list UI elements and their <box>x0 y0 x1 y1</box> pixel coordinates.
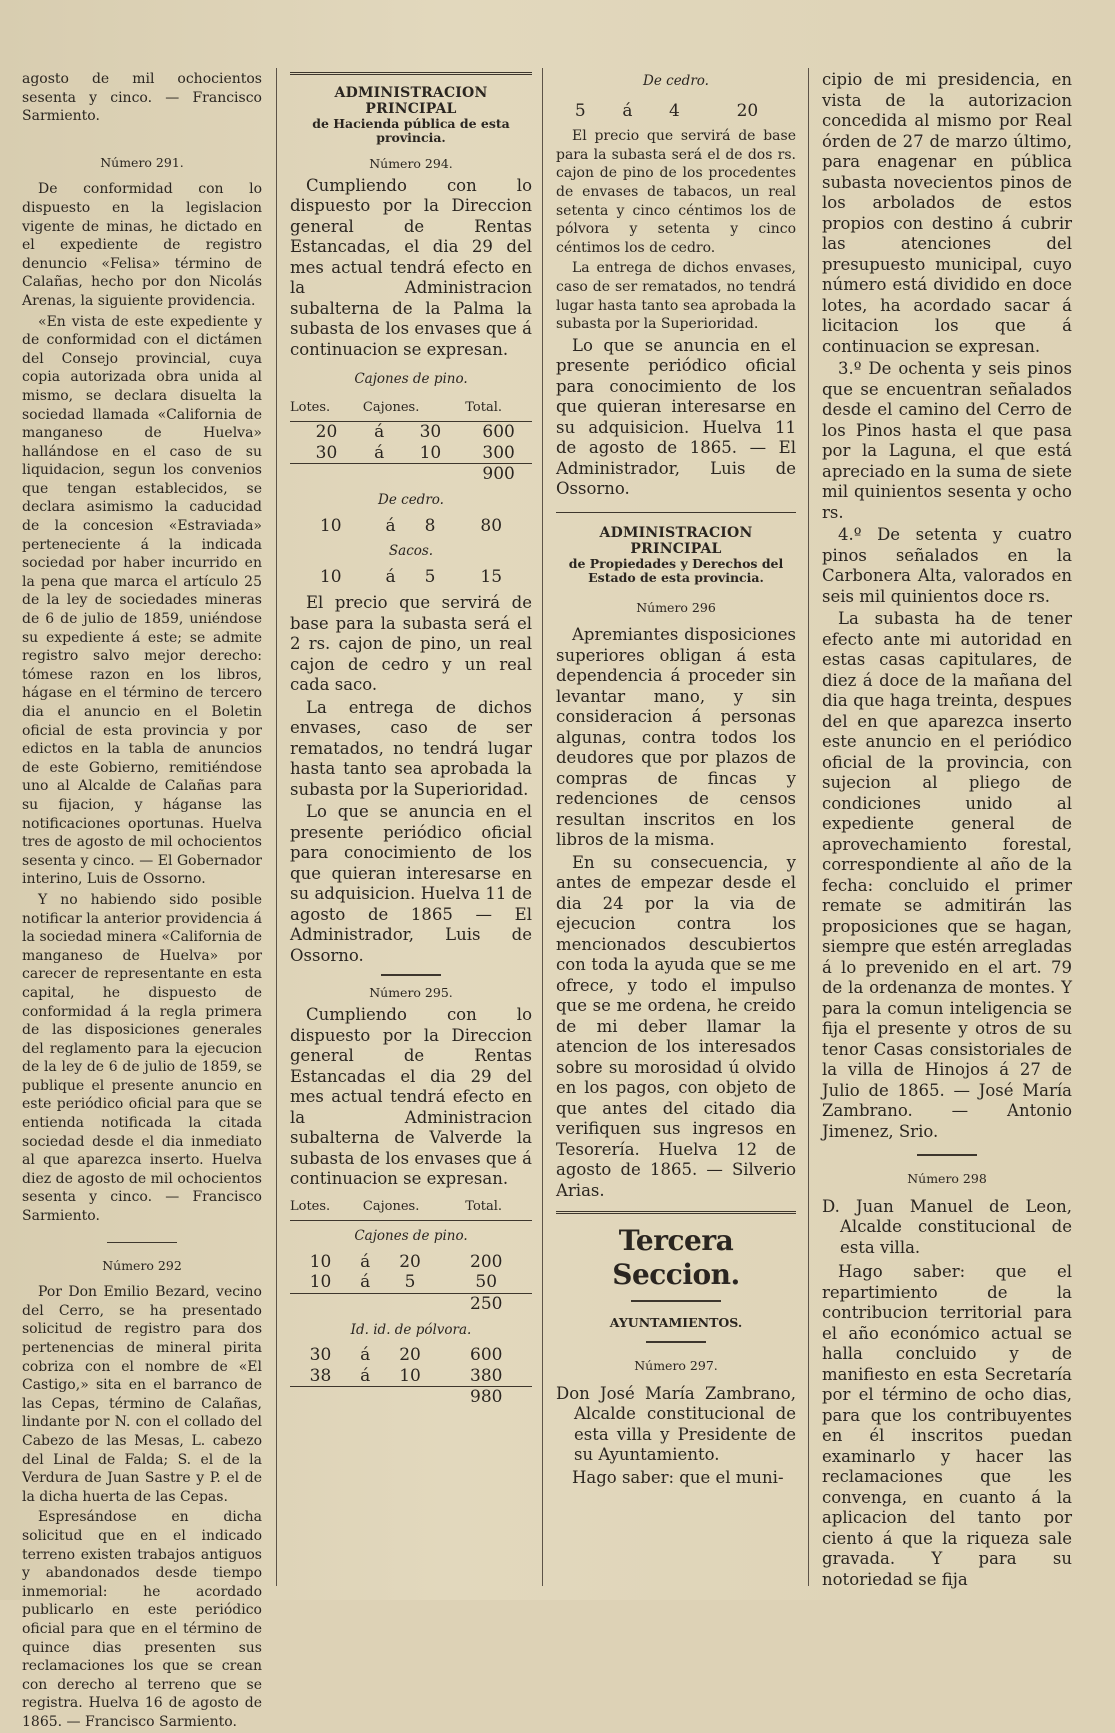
paragraph: La entrega de dichos envases, caso de ser rematados, no tendrá lugar hasta tanto sea aprobada la subasta por la Superioridad. <box>556 260 796 333</box>
divider <box>556 1211 796 1214</box>
paragraph: agosto de mil ochocientos sesenta y cinco. — Francisco Sarmiento. <box>22 71 262 125</box>
cell: 5 <box>574 100 586 121</box>
cell: 8 <box>424 515 436 536</box>
paragraph: La entrega de dichos envases, caso de ser rematados, no tendrá lugar hasta tanto sea aprobada la subasta por la Superioridad. <box>290 697 532 799</box>
notice-number: Número 296 <box>636 599 716 615</box>
column-header: Total. <box>465 395 532 422</box>
section-heading: AYUNTAMIENTOS. <box>609 1315 743 1331</box>
paragraph: Espresándose en dicha solicitud que en el indicado terreno existen trabajos antiguos y abandonados desde tiempo inmemorial: he acordado publicarlo en este periódico oficial para que en el término de quince dias presenten sus reclamaciones los que se crean con derecho al terreno que se registra. Huelva 16 de agosto de 1865. — Francisco Sarmiento. <box>22 1509 262 1730</box>
divider <box>646 1341 706 1343</box>
paragraph: Cumpliendo con lo dispuesto por la Direccion general de Rentas Estancadas, el dia 29 del mes actual tendrá efecto en la Administracion subalterna de la Palma la subasta de los envases que á continuacion se expresan. <box>290 175 532 359</box>
cedro-table <box>290 516 532 537</box>
cell: á <box>622 100 633 121</box>
cedro-table <box>556 101 796 122</box>
lots-table <box>290 1194 532 1222</box>
table-caption: Id. id. de pólvora. <box>350 1321 472 1338</box>
table-row <box>290 1345 532 1366</box>
notice-number: Número 292 <box>102 1257 182 1273</box>
column-header: Lotes. <box>290 395 363 422</box>
cell: 10 <box>399 1365 421 1386</box>
section-subheading: de Propiedades y Derechos del Estado de esta provincia. <box>568 555 784 585</box>
notice-number: Número 294. <box>369 156 453 171</box>
cell: 300 <box>482 442 515 463</box>
column-1 <box>22 70 262 1733</box>
paragraph: En su consecuencia, y antes de empezar desde el dia 24 por la via de ejecucion contra los mencionados descubiertos con toda la ayuda que se me ofrece, y todo el impulso que se me ordena, he creido de mi deber llamar la atencion de los interesados sobre su morosidad ú olvido en los pagos, con objeto de que antes del citado dia verifiquen sus ingresos en Tesorería. Huelva 12 de agosto de 1865. — Silverio Arias. <box>556 852 796 1200</box>
sacos-table <box>290 567 532 588</box>
cell: 10 <box>309 1251 332 1272</box>
divider <box>381 974 441 976</box>
column-3 <box>556 70 796 1490</box>
cell: 20 <box>315 422 338 443</box>
cell: 10 <box>319 566 342 587</box>
paragraph: Apremiantes disposiciones superiores obligan á esta dependencia á proceder sin levantar mano, y sin consideracion á personas algunas, contra todos los deudores que por plazos de compras de fincas y redenciones de censos resultan inscritos en los libros de la misma. <box>556 625 796 850</box>
cell: á <box>360 1345 371 1366</box>
paragraph: 4.º De setenta y cuatro pinos señalados en la Carbonera Alta, valorados en seis mil quinientos doce rs. <box>822 525 1072 606</box>
paragraph: Lo que se anuncia en el presente periódico oficial para conocimiento de los que quieran interesarse en su adquisicion. Huelva 11 de agosto de 1865. — El Administrador, Luis de Ossorno. <box>556 335 796 499</box>
cell: 10 <box>419 442 442 463</box>
paragraph: De conformidad con lo dispuesto en la legislacion vigente de minas, he dictado en el expediente de registro denuncio «Felisa» término de Calañas, hecho por don Nicolás Arenas, la siguiente providencia. <box>22 181 262 309</box>
cell: 20 <box>736 100 759 121</box>
paragraph: Y no habiendo sido posible notificar la anterior providencia á la sociedad minera «California de manganeso de Huelva» por carecer de representante en esta capital, he dispuesto de conformidad á la regla primera de las disposiciones generales del reglamento para la ejecucion de la ley de 6 de julio de 1859, se publique el presente anuncio en este periódico oficial para que se entienda notificada la citada sociedad desde el dia inmediato al que aparezca inserto. Huelva diez de agosto de mil ochocientos sesenta y cinco. — Francisco Sarmiento. <box>22 891 262 1225</box>
table-caption: Sacos. <box>388 543 434 560</box>
cell: á <box>360 1365 371 1386</box>
paragraph: Cumpliendo con lo dispuesto por la Direccion general de Rentas Estancadas el dia 29 del mes actual tendrá efecto en la Administracion subalterna de Valverde la subasta de los envases que á continuacion se expresan. <box>290 1005 532 1189</box>
column-rule <box>276 68 277 1586</box>
paragraph: cipio de mi presidencia, en vista de la autorizacion concedida al mismo por Real órden de 27 de marzo último, para enagenar en pública subasta novecientos pinos de los arbolados de estos propios con destino á cubrir las atenciones del presupuesto municipal, cuyo número está dividido en doce lotes, ha acordado sacar á licitacion los que á continuacion se expresan. <box>822 70 1072 356</box>
table-caption: De cedro. <box>378 492 444 509</box>
cell: 5 <box>424 566 436 587</box>
table-row <box>290 1252 532 1273</box>
notice-number: Número 291. <box>100 154 184 170</box>
section-heading: ADMINISTRACION PRINCIPAL <box>599 524 753 557</box>
paragraph: La subasta ha de tener efecto ante mi autoridad en estas casas capitulares, de diez á doce de la mañana del dia que haga treinta, despues del en que aparezca inserto este anuncio en el periódico oficial de la provincia, con sujecion al pliego de condiciones unido al expediente general de aprovechamiento forestal, correspondiente al año de la fecha: concluido el primer remate se admitirán las proposiciones que se hagan, siempre que estén arregladas á lo prevenido en el art. 79 de la ordenanza de montes. Y para la comun inteligencia se fija el presente y otros de su tenor Casas consistoriales de la villa de Hinojos á 27 de Julio de 1865. — José María Zambrano. — Antonio Jimenez, Srio. <box>822 609 1072 1141</box>
paragraph: Lo que se anuncia en el presente periódico oficial para conocimiento de los que quieran interesarse en su adquisicion. Huelva 11 de agosto de 1865 — El Administrador, Luis de Ossorno. <box>290 802 532 965</box>
table-caption: Cajones de pino. <box>354 1228 468 1245</box>
notice-number: Número 297. <box>634 1357 718 1373</box>
total-cell: 980 <box>441 1387 533 1408</box>
table-row <box>556 101 796 122</box>
table-row <box>290 1272 532 1293</box>
divider <box>917 1154 977 1156</box>
table-row <box>290 422 532 443</box>
paragraph: 3.º De ochenta y seis pinos que se encuentran señalados desde el camino del Cerro de los Pinos hasta el que pasa por la Laguna, el que está apreciado en la suma de siete mil quinientos sesenta y ocho rs. <box>822 359 1072 522</box>
cell: 380 <box>470 1365 503 1386</box>
cell: 600 <box>482 422 515 443</box>
total-row <box>290 1293 532 1314</box>
cell: 38 <box>309 1365 332 1386</box>
cell: á <box>374 442 385 463</box>
cell: 20 <box>399 1251 421 1272</box>
cell: 15 <box>480 566 503 587</box>
section-subheading: de Hacienda pública de esta provincia. <box>312 116 510 145</box>
cell: á <box>374 422 385 443</box>
column-2 <box>290 70 532 1412</box>
cell: 80 <box>480 515 503 536</box>
table-caption: De cedro. <box>643 73 709 89</box>
column-rule <box>542 68 543 1586</box>
divider <box>290 72 532 75</box>
paragraph: Por Don Emilio Bezard, vecino del Cerro, se ha presentado solicitud de registro para dos pertenencias de mineral pirita cobriza con el nombre de «El Castigo,» sita en el barranco de las Cepas, término de Calañas, lindante por N. con el collado del Cabezo de las Mesas, L. cabezo del Linal de Falda; S. el de la Verdura de Juan Sastre y P. el de la dicha huerta de las Cepas. <box>22 1284 262 1505</box>
column-4 <box>822 70 1072 1592</box>
column-rule <box>808 68 809 1586</box>
notice-number: Número 295. <box>369 985 453 1001</box>
column-header: Total. <box>465 1194 532 1221</box>
section-heading: ADMINISTRACION PRINCIPAL <box>334 85 488 117</box>
column-header: Cajones. <box>363 395 465 422</box>
cell: 600 <box>470 1345 503 1366</box>
paragraph: D. Juan Manuel de Leon, Alcalde constitucional de esta villa. <box>822 1196 1072 1257</box>
paragraph: Don José María Zambrano, Alcalde constitucional de esta villa y Presidente de su Ayuntamiento. <box>556 1383 796 1464</box>
total-cell: 900 <box>465 464 532 485</box>
notice-number: Número 298 <box>907 1171 987 1186</box>
divider <box>556 512 796 513</box>
pino-table <box>290 1252 532 1315</box>
paragraph: El precio que servirá de base para la subasta será el de dos rs. cajon de pino de los procedentes de envases de tabacos, un real setenta y cinco céntimos los de pólvora y setenta y cinco céntimos los de cedro. <box>556 128 796 256</box>
table-row <box>290 567 532 588</box>
total-cell: 250 <box>441 1293 533 1314</box>
cell: 4 <box>669 100 680 121</box>
section-title: Tercera Seccion. <box>612 1224 740 1292</box>
column-header: Lotes. <box>290 1194 363 1221</box>
divider <box>631 1300 721 1302</box>
cell: 10 <box>319 515 342 536</box>
cell: 30 <box>309 1345 332 1366</box>
total-row <box>290 464 532 485</box>
cell: 30 <box>419 422 442 443</box>
divider <box>107 1242 177 1243</box>
table-caption: Cajones de pino. <box>354 371 468 388</box>
cell: 30 <box>315 442 338 463</box>
cell: 10 <box>309 1272 332 1293</box>
column-header: Cajones. <box>363 1194 465 1221</box>
cell: á <box>360 1272 371 1293</box>
cell: 5 <box>404 1272 416 1293</box>
paragraph: Hago saber: que el repartimiento de la contribucion territorial para el año económico actual se halla concluido y de manifiesto en esta Secretaría por el término de ocho dias, para que los contribuyentes en él inscritos puedan examinarlo y hacer las reclamaciones que les convenga, en cuanto á la aplicacion del tanto por ciento á que la riqueza sale gravada. Y para su notoriedad se fija <box>822 1262 1072 1589</box>
cell: 200 <box>470 1251 503 1272</box>
total-row <box>290 1387 532 1408</box>
table-row <box>290 443 532 464</box>
polvora-table <box>290 1345 532 1408</box>
cell: 20 <box>399 1345 421 1366</box>
cell: á <box>360 1251 371 1272</box>
table-row <box>290 516 532 537</box>
table-row <box>290 1366 532 1387</box>
cell: 50 <box>475 1272 498 1293</box>
lots-table <box>290 395 532 485</box>
paragraph: Hago saber: que el muni- <box>572 1467 784 1487</box>
paragraph: «En vista de este expediente y de conformidad con el dictámen del Consejo provincial, cuya copia autorizada obra unida al mismo, se declara disuelta la sociedad llamada «California de manganeso de Huelva» hallándose en el caso de su liquidacion, segun los convenios que tengan establecidos, se declara asimismo la caducidad de la concesion «Estraviada» perteneciente á la indicada sociedad por haber incurrido en la pena que marca el artículo 25 de la ley de sociedades mineras de 6 de julio de 1859, uniéndose su expediente á este; se admite registro salvo mejor derecho: tómese razon en los libros, hágase en el término de tercero dia el anuncio en el Boletin oficial de esta provincia y por edictos en la tabla de anuncios de este Gobierno, remitiéndose uno al Alcalde de Calañas para su fijacion, y háganse las notificaciones oportunas. Huelva tres de agosto de mil ochocientos sesenta y cinco. — El Gobernador interino, Luis de Ossorno. <box>22 313 262 888</box>
cell: á <box>385 566 396 587</box>
cell: á <box>385 515 396 536</box>
paragraph: El precio que servirá de base para la subasta será el 2 rs. cajon de pino, un real cajon de cedro y un real cada saco. <box>290 593 532 695</box>
